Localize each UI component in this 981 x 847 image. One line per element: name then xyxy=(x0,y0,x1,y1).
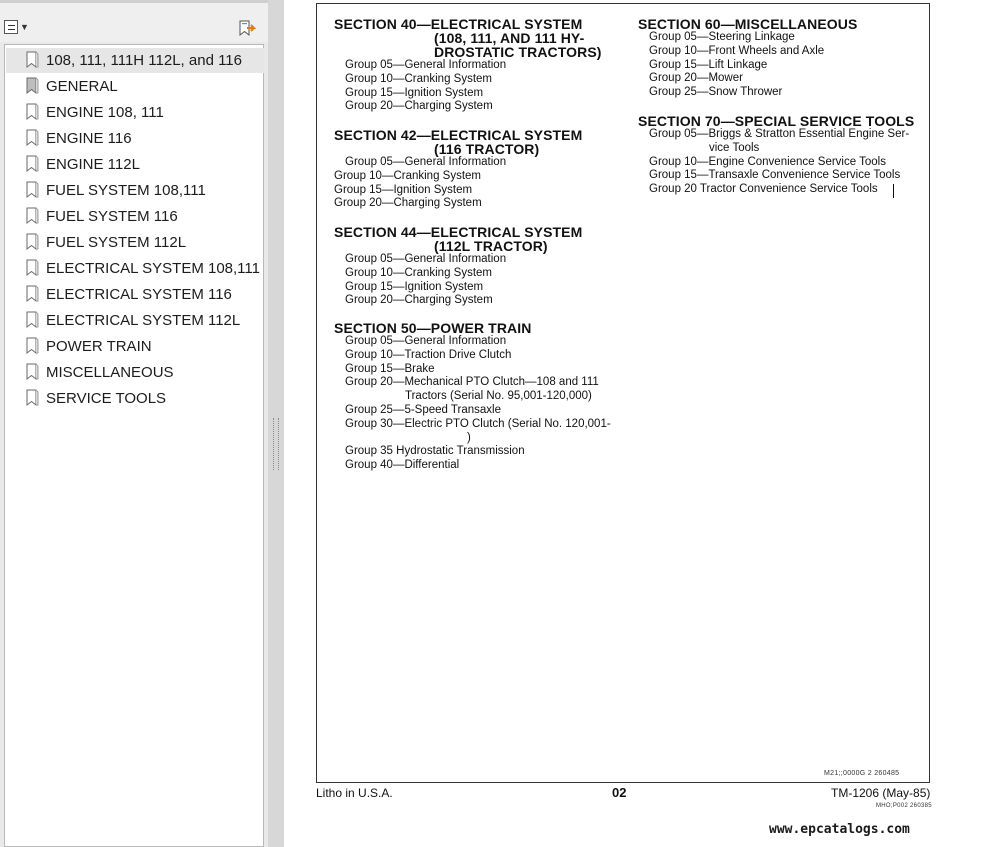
group-entry-continuation: ) xyxy=(467,431,471,444)
group-entry[interactable]: Group 10—Cranking System xyxy=(334,169,482,182)
bookmark-icon xyxy=(24,233,40,251)
expand-bookmark-icon xyxy=(236,19,258,39)
section-title: SECTION 60—MISCELLANEOUS xyxy=(638,16,858,32)
bookmark-item[interactable] xyxy=(6,282,264,307)
bookmark-item[interactable] xyxy=(6,360,264,385)
section-title: (108, 111, AND 111 HY- xyxy=(434,30,585,46)
bookmark-label: POWER TRAIN xyxy=(46,338,152,355)
bookmark-item[interactable] xyxy=(6,100,264,125)
bookmark-label: ENGINE 116 xyxy=(46,130,132,147)
bookmark-item[interactable] xyxy=(6,178,264,203)
footer-litho: Litho in U.S.A. xyxy=(316,786,393,800)
page-code-top: M21;;0000G 2 260485 xyxy=(824,770,900,777)
bookmark-icon xyxy=(24,207,40,225)
bookmarks-panel xyxy=(0,0,268,847)
bookmark-label: FUEL SYSTEM 108,111 xyxy=(46,182,206,199)
group-entry[interactable]: Group 20—Charging System xyxy=(334,197,482,210)
group-entry-continuation: Tractors (Serial No. 95,001-120,000) xyxy=(405,390,592,403)
bookmark-item[interactable] xyxy=(6,308,264,333)
section-title: SECTION 42—ELECTRICAL SYSTEM xyxy=(334,127,583,143)
group-entry[interactable]: Group 25—Snow Thrower xyxy=(649,86,783,99)
toc-section xyxy=(334,17,602,114)
text-cursor xyxy=(893,184,894,198)
bookmark-list xyxy=(4,44,264,847)
bookmark-icon xyxy=(24,51,40,69)
group-entry[interactable]: Group 20—Mechanical PTO Clutch—108 and 111 xyxy=(345,376,599,389)
bookmark-label: ENGINE 112L xyxy=(46,156,140,173)
footer-page-number: 02 xyxy=(612,785,627,800)
group-entry[interactable]: Group 10—Traction Drive Clutch xyxy=(345,348,512,361)
group-entry[interactable]: Group 15—Brake xyxy=(345,362,435,375)
group-entry[interactable]: Group 35 Hydrostatic Transmission xyxy=(345,445,525,458)
toc-section xyxy=(334,128,582,211)
group-entry[interactable]: Group 05—Steering Linkage xyxy=(649,31,795,43)
group-entry[interactable]: Group 10—Cranking System xyxy=(345,266,493,279)
group-entry[interactable]: Group 05—General Information xyxy=(345,59,507,71)
bookmark-label: FUEL SYSTEM 116 xyxy=(46,208,178,225)
bookmark-icon xyxy=(24,285,40,303)
group-entry[interactable]: Group 05—Briggs & Stratton Essential Engine Ser- xyxy=(649,128,910,140)
bookmark-icon xyxy=(24,155,40,173)
bookmark-label: FUEL SYSTEM 112L xyxy=(46,234,187,251)
bookmark-label: GENERAL xyxy=(46,78,118,95)
bookmark-label: ELECTRICAL SYSTEM 116 xyxy=(46,286,232,303)
bookmark-item[interactable] xyxy=(6,230,264,255)
group-entry-continuation: vice Tools xyxy=(709,141,760,154)
bookmark-item[interactable] xyxy=(6,152,264,177)
bookmark-label: 108, 111, 111H 112L, and 116 xyxy=(46,52,242,69)
bookmark-label: ELECTRICAL SYSTEM 108,111 xyxy=(46,260,260,277)
toc-section xyxy=(638,17,857,100)
bookmark-label: SERVICE TOOLS xyxy=(46,390,167,407)
section-title: SECTION 44—ELECTRICAL SYSTEM xyxy=(334,224,583,240)
group-entry[interactable]: Group 05—General Information xyxy=(345,156,507,168)
footer-manual-id: TM-1206 (May-85) xyxy=(831,786,931,800)
group-entry[interactable]: Group 15—Ignition System xyxy=(345,86,484,99)
bookmark-icon xyxy=(24,311,40,329)
group-entry[interactable]: Group 10—Engine Convenience Service Tools xyxy=(649,155,886,168)
group-entry[interactable]: Group 20 Tractor Convenience Service Tools xyxy=(649,183,878,196)
group-entry[interactable]: Group 10—Front Wheels and Axle xyxy=(649,44,825,57)
bookmark-icon xyxy=(24,77,40,95)
section-title: SECTION 40—ELECTRICAL SYSTEM xyxy=(334,16,583,32)
bookmark-options-button[interactable] xyxy=(4,20,28,36)
watermark: www.epcatalogs.com xyxy=(769,822,910,837)
bookmark-item[interactable] xyxy=(6,334,264,359)
section-title: SECTION 70—SPECIAL SERVICE TOOLS xyxy=(638,113,915,129)
bookmark-icon xyxy=(24,129,40,147)
bookmark-item[interactable] xyxy=(6,256,264,281)
dropdown-arrow-icon: ▼ xyxy=(20,22,29,32)
bookmark-label: MISCELLANEOUS xyxy=(46,364,174,381)
bookmark-item[interactable] xyxy=(6,74,264,99)
toolbar-top-edge xyxy=(0,0,268,3)
bookmark-icon xyxy=(24,181,40,199)
group-entry[interactable]: Group 15—Ignition System xyxy=(345,280,484,293)
toc-section xyxy=(334,321,611,473)
group-entry[interactable]: Group 10—Cranking System xyxy=(345,72,493,85)
toc-section xyxy=(638,114,914,197)
section-title: (116 TRACTOR) xyxy=(434,141,540,157)
splitter-grip[interactable] xyxy=(273,418,279,470)
group-entry[interactable]: Group 15—Transaxle Convenience Service Tools xyxy=(649,169,901,182)
section-title: DROSTATIC TRACTORS) xyxy=(434,44,602,60)
section-title: SECTION 50—POWER TRAIN xyxy=(334,320,532,336)
expand-current-bookmark-button[interactable] xyxy=(236,19,258,39)
section-title: (112L TRACTOR) xyxy=(434,238,548,254)
group-entry[interactable]: Group 20—Mower xyxy=(649,72,743,85)
bookmark-icon xyxy=(24,389,40,407)
options-menu-icon xyxy=(4,20,18,34)
group-entry[interactable]: Group 05—General Information xyxy=(345,335,507,347)
group-entry[interactable]: Group 20—Charging System xyxy=(345,100,493,113)
group-entry[interactable]: Group 05—General Information xyxy=(345,253,507,265)
toc-section xyxy=(334,225,582,308)
group-entry[interactable]: Group 25—5-Speed Transaxle xyxy=(345,403,501,416)
bookmark-item[interactable] xyxy=(6,204,264,229)
bookmark-icon xyxy=(24,363,40,381)
bookmark-icon xyxy=(24,103,40,121)
bookmark-icon xyxy=(24,337,40,355)
group-entry[interactable]: Group 30—Electric PTO Clutch (Serial No. 120,001- xyxy=(345,417,611,430)
bookmark-icon xyxy=(24,259,40,277)
bookmark-label: ELECTRICAL SYSTEM 112L xyxy=(46,312,241,329)
group-entry[interactable]: Group 15—Ignition System xyxy=(334,183,473,196)
group-entry[interactable]: Group 15—Lift Linkage xyxy=(649,58,768,71)
group-entry[interactable]: Group 20—Charging System xyxy=(345,294,493,307)
bookmark-item[interactable] xyxy=(6,126,264,151)
panel-splitter[interactable] xyxy=(268,0,284,847)
bookmark-item[interactable] xyxy=(6,386,264,411)
bookmarks-toolbar xyxy=(0,0,268,42)
page-code-bottom: MHO;P002 260385 xyxy=(876,803,932,809)
bookmark-item[interactable] xyxy=(6,48,264,73)
bookmark-label: ENGINE 108, 111 xyxy=(46,104,164,121)
group-entry[interactable]: Group 40—Differential xyxy=(345,459,460,472)
